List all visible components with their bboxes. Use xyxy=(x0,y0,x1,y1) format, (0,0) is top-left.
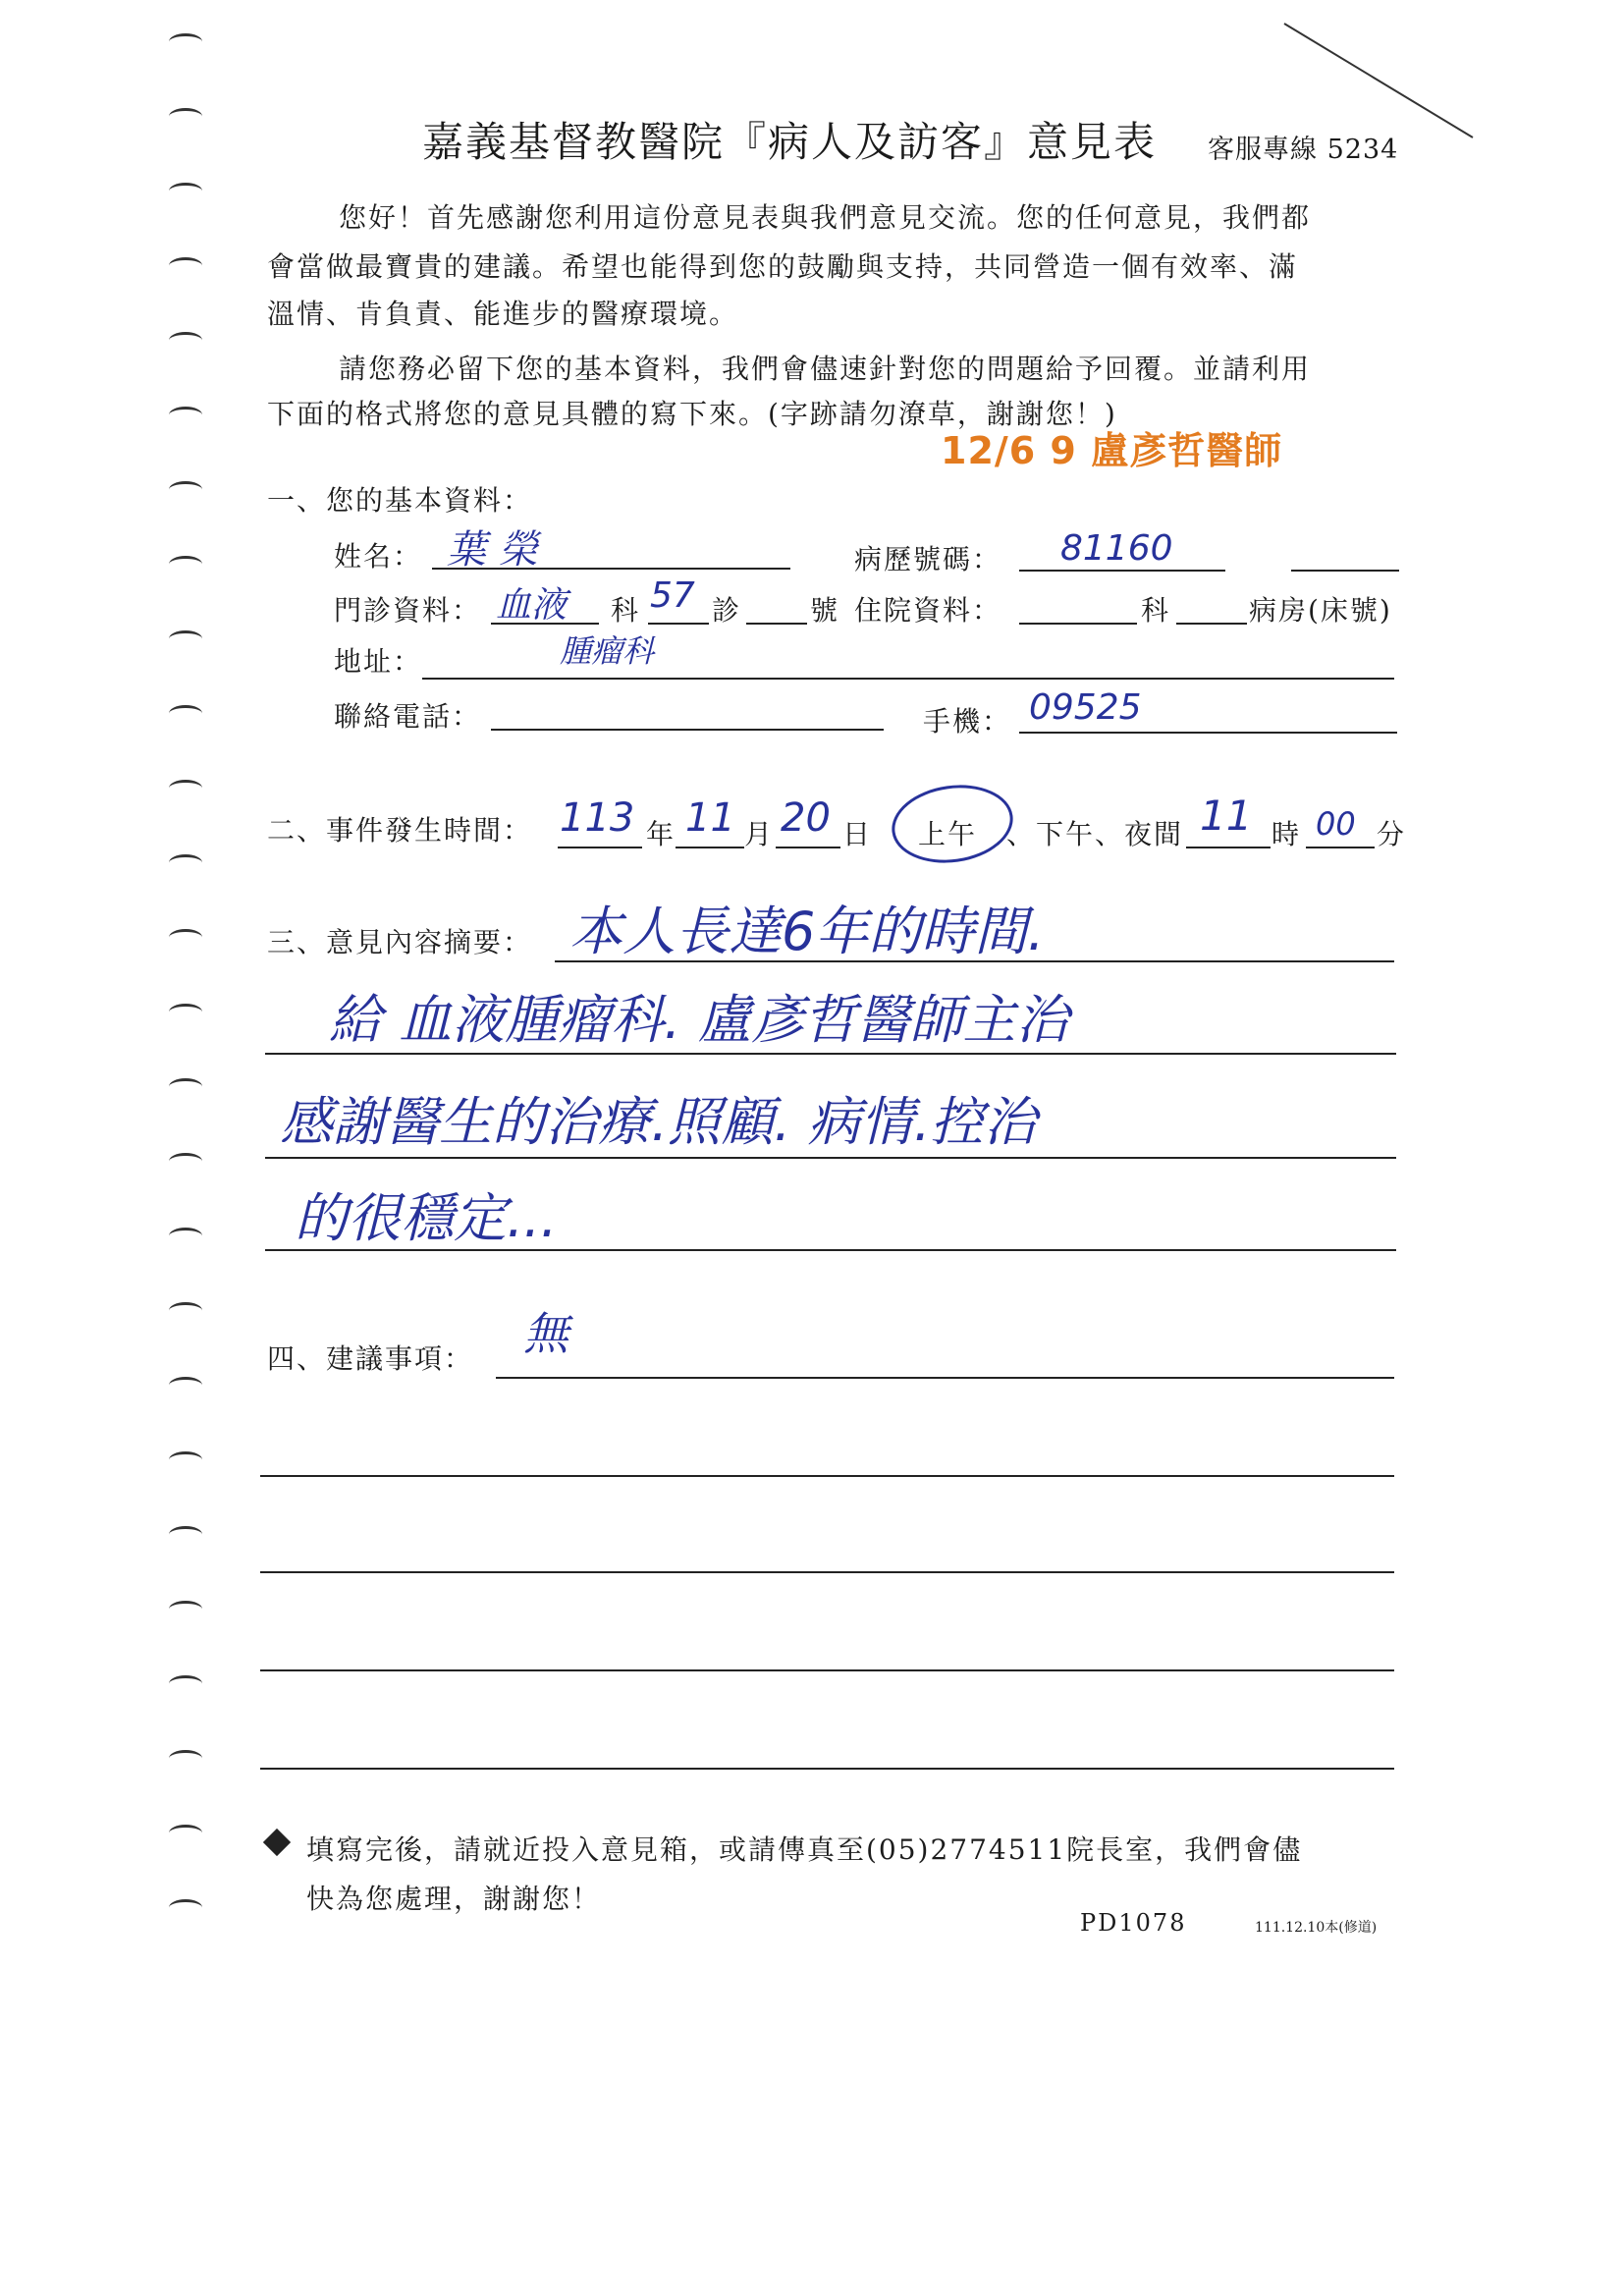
binder-hole xyxy=(169,33,202,50)
binder-hole xyxy=(169,705,202,722)
intro-p2-line2: 下面的格式將您的意見具體的寫下來。(字跡請勿潦草，謝謝您！) xyxy=(267,398,1117,430)
clinic-dept-value: 血液 xyxy=(496,585,568,626)
month-value: 11 xyxy=(685,795,735,841)
binder-hole xyxy=(169,556,202,573)
binder-hole xyxy=(169,1601,202,1617)
clinic-room-field[interactable] xyxy=(648,623,709,625)
mobile-label: 手機： xyxy=(923,705,1012,738)
intro-p1-line3: 溫情、肯負責、能進步的醫療環境。 xyxy=(267,298,739,330)
suggestion-line-4[interactable] xyxy=(260,1669,1394,1671)
inpatient-room-suffix: 病房(床號) xyxy=(1249,594,1392,627)
binder-hole xyxy=(169,1078,202,1095)
record-number-label: 病歷號碼： xyxy=(854,543,1002,575)
address-label: 地址： xyxy=(334,645,423,678)
clinic-number-field[interactable] xyxy=(746,623,807,625)
year-value: 113 xyxy=(560,795,635,841)
binder-hole xyxy=(169,1526,202,1543)
binder-hole xyxy=(169,257,202,274)
section1-heading: 一、您的基本資料： xyxy=(267,484,533,517)
hour-field[interactable] xyxy=(1186,847,1271,848)
footer-instruction-line1: 填寫完後，請就近投入意見箱，或請傳真至(05)2774511院長室，我們會儘 xyxy=(306,1833,1303,1866)
inpatient-room-field[interactable] xyxy=(1176,623,1247,625)
diamond-bullet-icon xyxy=(263,1829,291,1856)
clinic-label: 門診資料： xyxy=(334,594,482,627)
form-version: 111.12.10本(修道) xyxy=(1255,1920,1378,1936)
intro-p1-line1: 您好！首先感謝您利用這份意見表與我們意見交流。您的任何意見，我們都 xyxy=(339,201,1312,234)
day-value: 20 xyxy=(781,795,831,841)
summary-text-line3: 感謝醫生的治療.照顧. 病情.控治 xyxy=(280,1091,1037,1153)
summary-text-line4: 的很穩定... xyxy=(295,1187,558,1249)
corner-fold-mark xyxy=(1276,18,1483,145)
binder-hole xyxy=(169,1750,202,1767)
record-number-value: 81160 xyxy=(1060,528,1173,569)
section3-heading: 三、意見內容摘要： xyxy=(267,926,533,958)
name-value: 葉 榮 xyxy=(447,527,538,573)
suggestion-value: 無 xyxy=(523,1307,568,1360)
mobile-field[interactable] xyxy=(1019,732,1397,734)
suggestion-line-3[interactable] xyxy=(260,1571,1394,1573)
binder-hole xyxy=(169,780,202,796)
footer-instruction-line2: 快為您處理，謝謝您！ xyxy=(306,1883,602,1915)
intro-p2-line1: 請您務必留下您的基本資料，我們會儘速針對您的問題給予回覆。並請利用 xyxy=(339,353,1312,385)
binder-hole xyxy=(169,854,202,871)
binder-hole xyxy=(169,108,202,125)
month-field[interactable] xyxy=(676,847,744,848)
inpatient-dept-suffix: 科 xyxy=(1141,594,1171,627)
am-option[interactable]: 上午 xyxy=(918,818,978,850)
intro-p1-line2: 會當做最寶貴的建議。希望也能得到您的鼓勵與支持，共同營造一個有效率、滿 xyxy=(267,250,1299,283)
binder-hole xyxy=(169,1228,202,1244)
hour-value: 11 xyxy=(1200,792,1253,840)
clinic-dept-suffix: 科 xyxy=(611,594,641,627)
section2-heading: 二、事件發生時間： xyxy=(267,814,533,847)
clinic-room-value: 57 xyxy=(650,575,695,616)
suggestion-line-2[interactable] xyxy=(260,1475,1394,1477)
day-field[interactable] xyxy=(776,847,840,848)
mobile-value: 09525 xyxy=(1029,687,1142,728)
binder-hole xyxy=(169,1825,202,1841)
inpatient-dept-field[interactable] xyxy=(1019,623,1137,625)
binder-hole xyxy=(169,929,202,946)
year-suffix: 年 xyxy=(646,818,676,850)
binder-hole xyxy=(169,1153,202,1170)
binder-hole xyxy=(169,1451,202,1468)
summary-line-3[interactable] xyxy=(265,1157,1396,1159)
record-number-extra-field[interactable] xyxy=(1291,570,1399,572)
address-field[interactable] xyxy=(422,678,1394,680)
minute-field[interactable] xyxy=(1306,847,1375,848)
review-stamp: 12/6 9 盧彥哲醫師 xyxy=(941,429,1283,472)
form-code: PD1078 xyxy=(1080,1909,1187,1937)
year-field[interactable] xyxy=(558,847,642,848)
section4-heading: 四、建議事項： xyxy=(267,1342,474,1375)
binder-hole xyxy=(169,1675,202,1692)
name-label: 姓名： xyxy=(334,540,423,573)
suggestion-line-5[interactable] xyxy=(260,1768,1394,1770)
summary-text-line2: 給 血液腫瘤科. 盧彥哲醫師主治 xyxy=(329,989,1069,1051)
clinic-room-suffix: 診 xyxy=(712,594,742,627)
binder-hole xyxy=(169,332,202,349)
day-suffix: 日 xyxy=(842,818,873,850)
suggestion-line-1[interactable] xyxy=(496,1377,1394,1379)
phone-field[interactable] xyxy=(491,729,884,731)
phone-label: 聯絡電話： xyxy=(334,700,482,733)
binder-hole xyxy=(169,1899,202,1916)
minute-value: 00 xyxy=(1316,805,1356,843)
binder-hole xyxy=(169,183,202,199)
service-hotline: 客服專線 5234 xyxy=(1208,135,1399,165)
summary-text-line1: 本人長達6年的時間. xyxy=(569,901,1045,962)
form-title: 嘉義基督教醫院『病人及訪客』意見表 xyxy=(422,118,1158,166)
binder-hole xyxy=(169,1302,202,1319)
binder-hole xyxy=(169,481,202,498)
pm-night-options[interactable]: 、下午、夜間 xyxy=(1006,818,1184,850)
binder-hole xyxy=(169,1004,202,1020)
record-number-field[interactable] xyxy=(1019,570,1225,572)
binder-hole xyxy=(169,407,202,423)
clinic-note-value: 腫瘤科 xyxy=(560,632,655,670)
minute-suffix: 分 xyxy=(1377,818,1407,850)
inpatient-label: 住院資料： xyxy=(854,594,1002,627)
binder-hole xyxy=(169,1377,202,1394)
month-suffix: 月 xyxy=(744,818,775,850)
hour-suffix: 時 xyxy=(1271,818,1302,850)
binder-hole xyxy=(169,630,202,647)
clinic-number-suffix: 號 xyxy=(810,594,840,627)
